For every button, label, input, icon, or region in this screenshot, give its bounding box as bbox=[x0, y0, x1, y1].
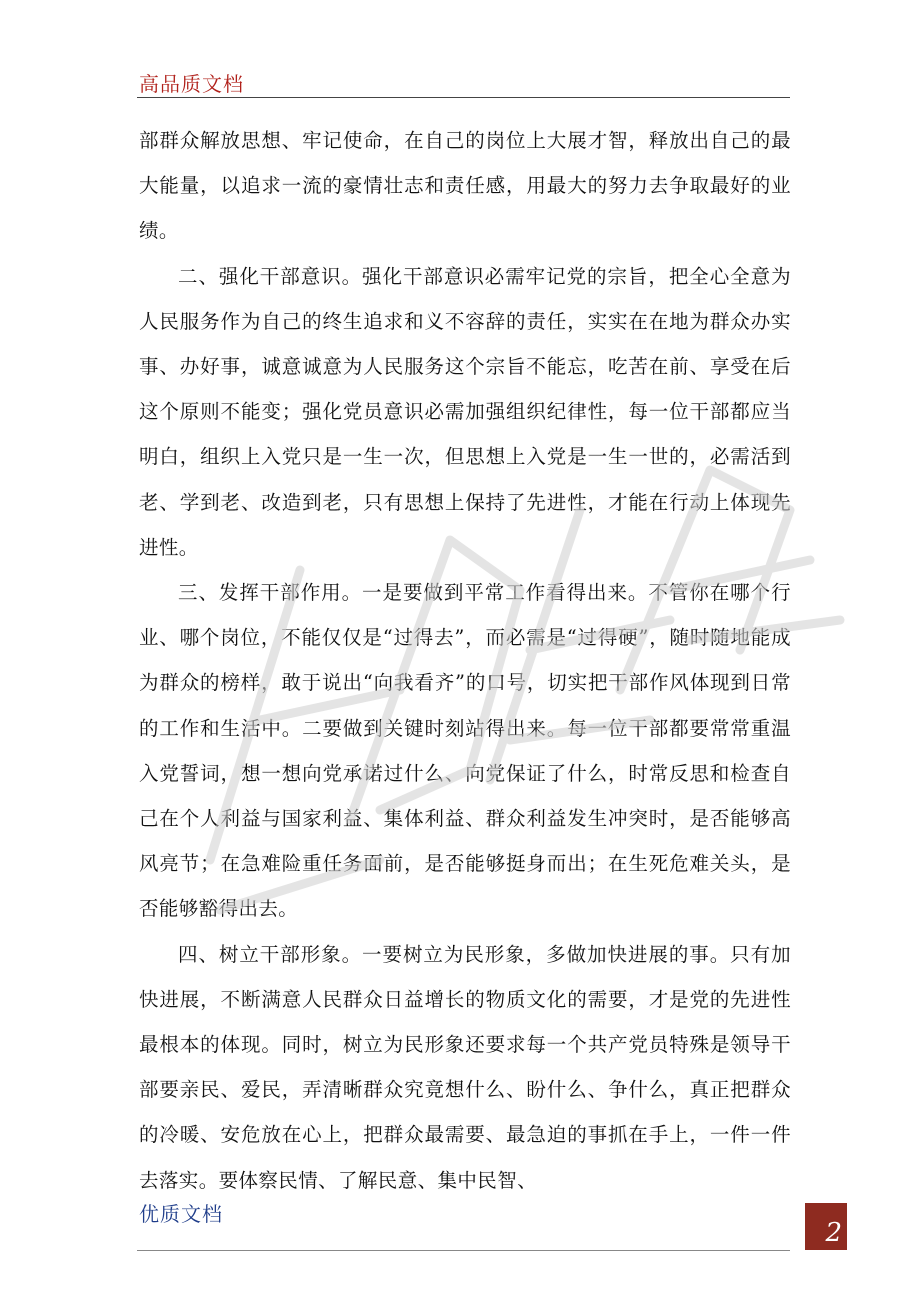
paragraph-4: 四、树立干部形象。一要树立为民形象，多做加快进展的事。只有加快进展，不断满意人民群众日益增长的物质文化的需要，才是党的先进性最根本的体现。同时，树立为民形象还要求每一个共产党员特殊是领导干部要亲民、爱民，弄清晰群众究竟想什么、盼什么、争什么，真正把群众的冷暖、安危放在心上，把群众最需要、最急迫的事抓在手上，一件一件去落实。要体察民情、了解民意、集中民智、 bbox=[139, 942, 791, 1192]
paragraph-2: 二、强化干部意识。强化干部意识必需牢记党的宗旨，把全心全意为人民服务作为自己的终生追求和义不容辞的责任，实实在在地为群众办实事、办好事，诚意诚意为人民服务这个宗旨不能忘，吃苦在前、享受在后这个原则不能变；强化党员意识必需加强组织纪律性，每一位干部都应当明白，组织上入党只是一生一次，但思想上入党是一生一世的，必需活到老、学到老、改造到老，只有思想上保持了先进性，才能在行动上体现先进性。 bbox=[139, 264, 791, 559]
header-divider bbox=[137, 97, 790, 98]
footer-title: 优质文档 bbox=[139, 1202, 223, 1226]
document-body bbox=[139, 118, 791, 1203]
paragraph-1: 部群众解放思想、牢记使命，在自己的岗位上大展才智，释放出自己的最大能量，以追求一流的豪情壮志和责任感，用最大的努力去争取最好的业绩。 bbox=[139, 129, 791, 243]
header-title: 高品质文档 bbox=[139, 72, 244, 96]
paragraph-3: 三、发挥干部作用。一是要做到平常工作看得出来。不管你在哪个行业、哪个岗位，不能仅仅是“过得去”，而必需是“过得硬”，随时随地能成为群众的榜样，敢于说出“向我看齐”的口号，切实把干部作风体现到日常的工作和生活中。二要做到关键时刻站得出来。每一位干部都要常常重温入党誓词，想一想向党承诺过什么、向党保证了什么，时常反思和检查自己在个人利益与国家利益、集体利益、群众利益发生冲突时，是否能够高风亮节；在急难险重任务面前，是否能够挺身而出；在生死危难关头，是否能够豁得出去。 bbox=[139, 581, 791, 921]
footer-divider bbox=[137, 1250, 790, 1251]
page-number-badge bbox=[805, 1203, 847, 1250]
page-number: 2 bbox=[825, 1218, 842, 1248]
